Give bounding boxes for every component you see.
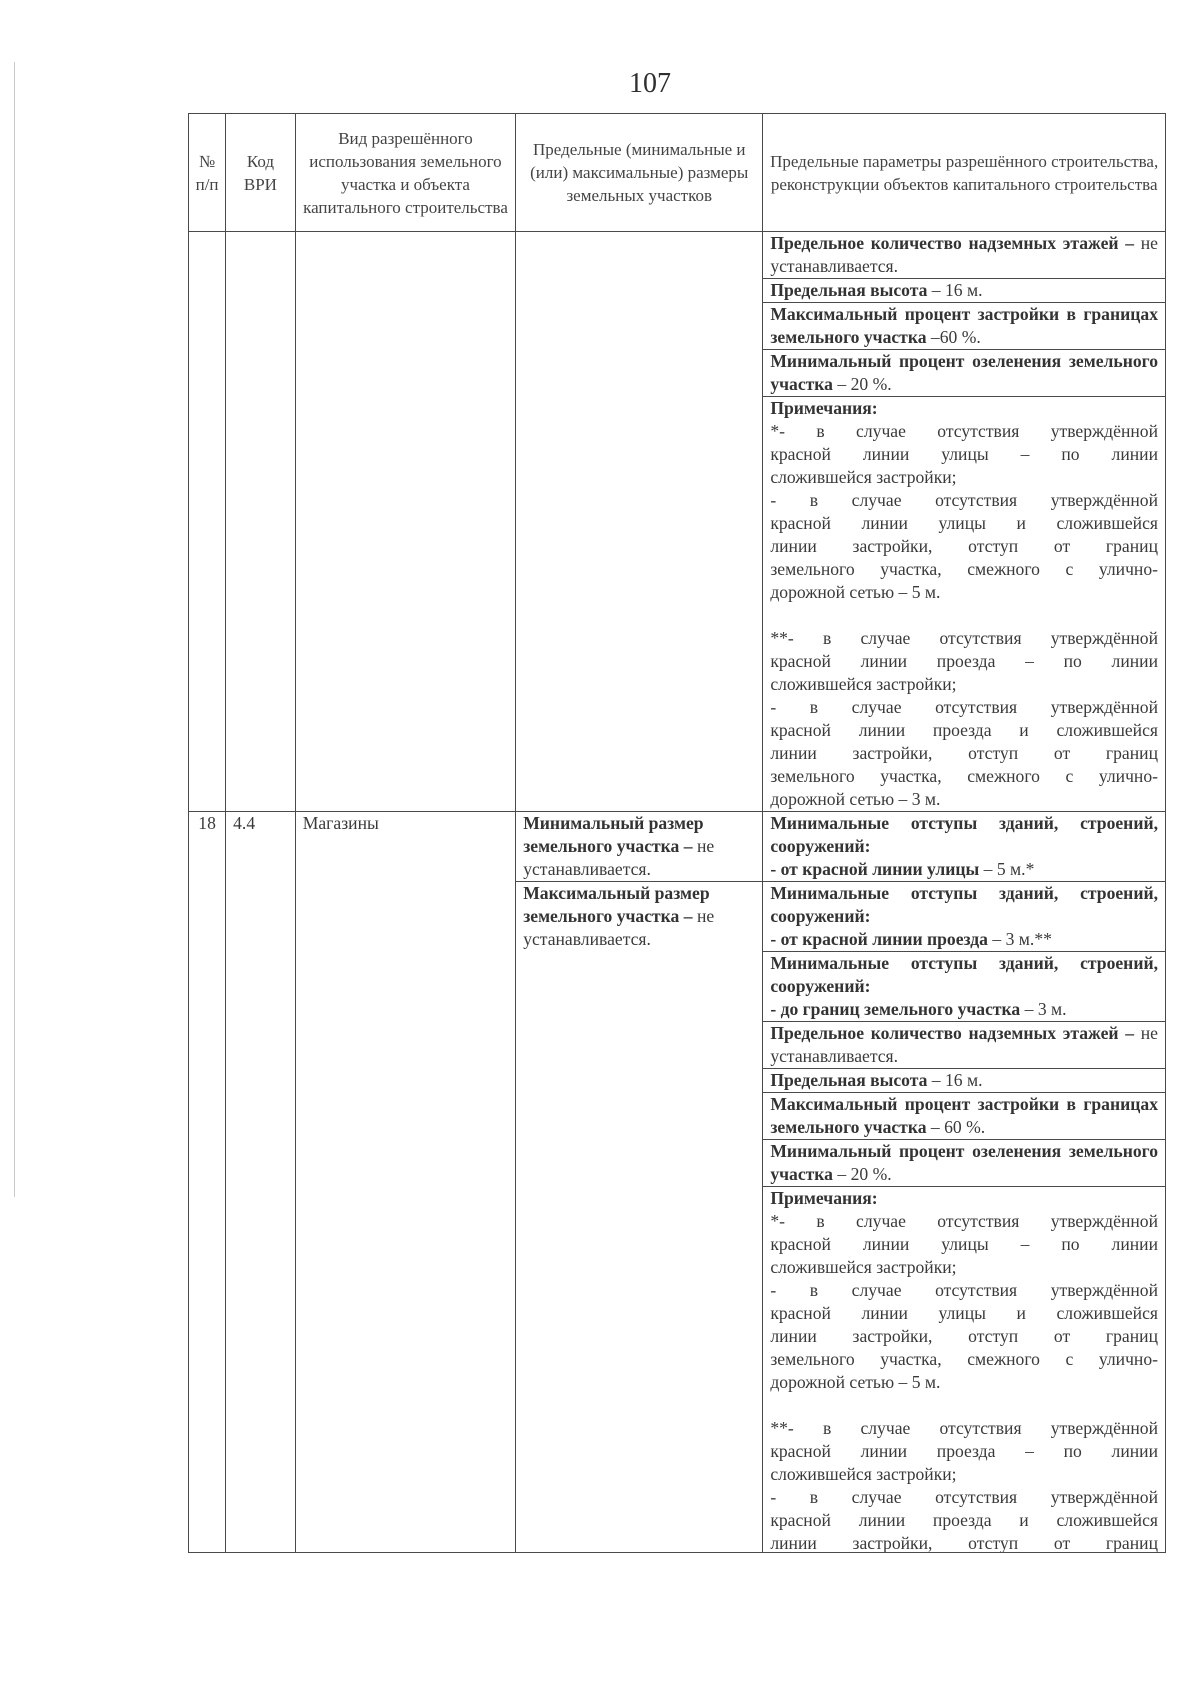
param-floors — [763, 232, 1165, 278]
max-size-value: не устанавливается. — [523, 906, 715, 949]
cell-params-18 — [763, 812, 1166, 1553]
note-line: сложившейся застройки; — [770, 674, 957, 694]
note-line: линии застройки, отступ от границ — [770, 1326, 1158, 1346]
param-build-label: Максимальный процент застройки в границах земельного участка — [770, 304, 1158, 347]
param-height-18 — [763, 1068, 1165, 1092]
table-row-continued — [189, 232, 1166, 812]
param-green-label: Минимальный процент озеленения земельного участка — [770, 351, 1158, 394]
note-line: *- в случае отсутствия утверждённой — [770, 1211, 1158, 1231]
param-build-value: –60 %. — [930, 327, 981, 347]
param-build-percent — [763, 302, 1165, 349]
note-line: красной линии проезда и сложившейся — [770, 1510, 1158, 1530]
note-line: - в случае отсутствия утверждённой — [770, 697, 1158, 717]
cell-sizes — [516, 812, 763, 1553]
param-floors-18 — [763, 1021, 1165, 1068]
param-offset-border — [763, 951, 1165, 1021]
offset-label: Минимальные отступы зданий, строений, сооружений: — [770, 883, 1158, 926]
offset-label: Минимальные отступы зданий, строений, сооружений: — [770, 813, 1158, 856]
param-height-value: – 16 м. — [931, 280, 983, 300]
header-vri: Вид разрешённого использования земельного участка и объекта капитального строительства — [295, 114, 515, 232]
note-line: - в случае отсутствия утверждённой — [770, 490, 1158, 510]
scan-edge-line — [14, 62, 15, 1197]
note-line: линии застройки, отступ от границ — [770, 1533, 1158, 1552]
note-line: - в случае отсутствия утверждённой — [770, 1487, 1158, 1507]
param-green-label: Минимальный процент озеленения земельного участка — [770, 1141, 1158, 1184]
header-code: Код ВРИ — [226, 114, 296, 232]
cell-vri-empty — [295, 232, 515, 812]
land-use-table — [188, 113, 1166, 1553]
min-size-label: Минимальный размер земельного участка – — [523, 813, 704, 856]
offset-drive-value: – 3 м.** — [992, 929, 1052, 949]
param-build-label: Максимальный процент застройки в границах земельного участка — [770, 1094, 1158, 1137]
param-offset-drive — [763, 881, 1165, 951]
note-line: красной линии улицы и сложившейся — [770, 1303, 1158, 1323]
table-row-18 — [189, 812, 1166, 1553]
min-size — [516, 812, 762, 881]
note-line: **- в случае отсутствия утверждённой — [770, 1418, 1158, 1438]
note-gap — [770, 604, 1158, 627]
min-size-value: не устанавливается. — [523, 836, 715, 879]
note-line: дорожной сетью – 5 м. — [770, 1372, 941, 1392]
cell-num-empty — [189, 232, 226, 812]
note-line: красной линии проезда – по линии — [770, 1441, 1158, 1461]
offset-drive-label: - от красной линии проезда — [770, 929, 988, 949]
cell-code-empty — [226, 232, 296, 812]
max-size — [516, 881, 762, 951]
notes-title: Примечания: — [770, 398, 878, 418]
note-line: **- в случае отсутствия утверждённой — [770, 628, 1158, 648]
page-number: 107 — [629, 68, 671, 99]
offset-street-label: - от красной линии улицы — [770, 859, 980, 879]
param-floors-label: Предельное количество надземных этажей – — [770, 233, 1135, 253]
offset-street-value: – 5 м.* — [983, 859, 1035, 879]
param-green-value: – 20 %. — [837, 374, 892, 394]
param-offset-street — [763, 812, 1165, 881]
note-line: дорожной сетью – 3 м. — [770, 789, 941, 809]
param-height-label: Предельная высота — [770, 280, 928, 300]
cell-vri: Магазины — [295, 812, 515, 1553]
param-height-label: Предельная высота — [770, 1070, 928, 1090]
param-green-percent-18 — [763, 1139, 1165, 1186]
offset-label: Минимальные отступы зданий, строений, сооружений: — [770, 953, 1158, 996]
header-num: № п/п — [189, 114, 226, 232]
note-line: линии застройки, отступ от границ — [770, 536, 1158, 556]
note-line: сложившейся застройки; — [770, 467, 957, 487]
note-line: дорожной сетью – 5 м. — [770, 582, 941, 602]
offset-border-label: - до границ земельного участка — [770, 999, 1021, 1019]
header-sizes: Предельные (минимальные и (или) максимальные) размеры земельных участков — [516, 114, 763, 232]
cell-code: 4.4 — [226, 812, 296, 1553]
note-line: *- в случае отсутствия утверждённой — [770, 421, 1158, 441]
note-line: - в случае отсутствия утверждённой — [770, 1280, 1158, 1300]
note-line: красной линии проезда и сложившейся — [770, 720, 1158, 740]
note-line: красной линии проезда – по линии — [770, 651, 1158, 671]
note-line: сложившейся застройки; — [770, 1257, 957, 1277]
param-floors-value: не устанавливается. — [770, 1023, 1158, 1066]
note-line: красной линии улицы – по линии — [770, 1234, 1158, 1254]
param-height — [763, 278, 1165, 302]
param-floors-value: не устанавливается. — [770, 233, 1158, 276]
table-header-row — [189, 114, 1166, 232]
max-size-label: Максимальный размер земельного участка – — [523, 883, 710, 926]
note-line: сложившейся застройки; — [770, 1464, 957, 1484]
cell-sizes-empty — [516, 232, 763, 812]
param-height-value: – 16 м. — [931, 1070, 983, 1090]
param-build-percent-18 — [763, 1092, 1165, 1139]
note-line: земельного участка, смежного с улично- — [770, 1349, 1158, 1369]
note-line: линии застройки, отступ от границ — [770, 743, 1158, 763]
offset-border-value: – 3 м. — [1024, 999, 1067, 1019]
note-line: красной линии улицы и сложившейся — [770, 513, 1158, 533]
note-line: земельного участка, смежного с улично- — [770, 559, 1158, 579]
note-gap — [770, 1394, 1158, 1417]
param-notes — [763, 396, 1165, 811]
note-line: красной линии улицы – по линии — [770, 444, 1158, 464]
param-green-percent — [763, 349, 1165, 396]
cell-num: 18 — [189, 812, 226, 1553]
param-floors-label: Предельное количество надземных этажей – — [770, 1023, 1135, 1043]
cell-params — [763, 232, 1166, 812]
header-params: Предельные параметры разрешённого строительства, реконструкции объектов капитального строительства — [763, 114, 1166, 232]
param-green-value: – 20 %. — [837, 1164, 892, 1184]
param-build-value: – 60 %. — [930, 1117, 986, 1137]
param-notes-18 — [763, 1186, 1165, 1552]
notes-title: Примечания: — [770, 1188, 878, 1208]
note-line: земельного участка, смежного с улично- — [770, 766, 1158, 786]
